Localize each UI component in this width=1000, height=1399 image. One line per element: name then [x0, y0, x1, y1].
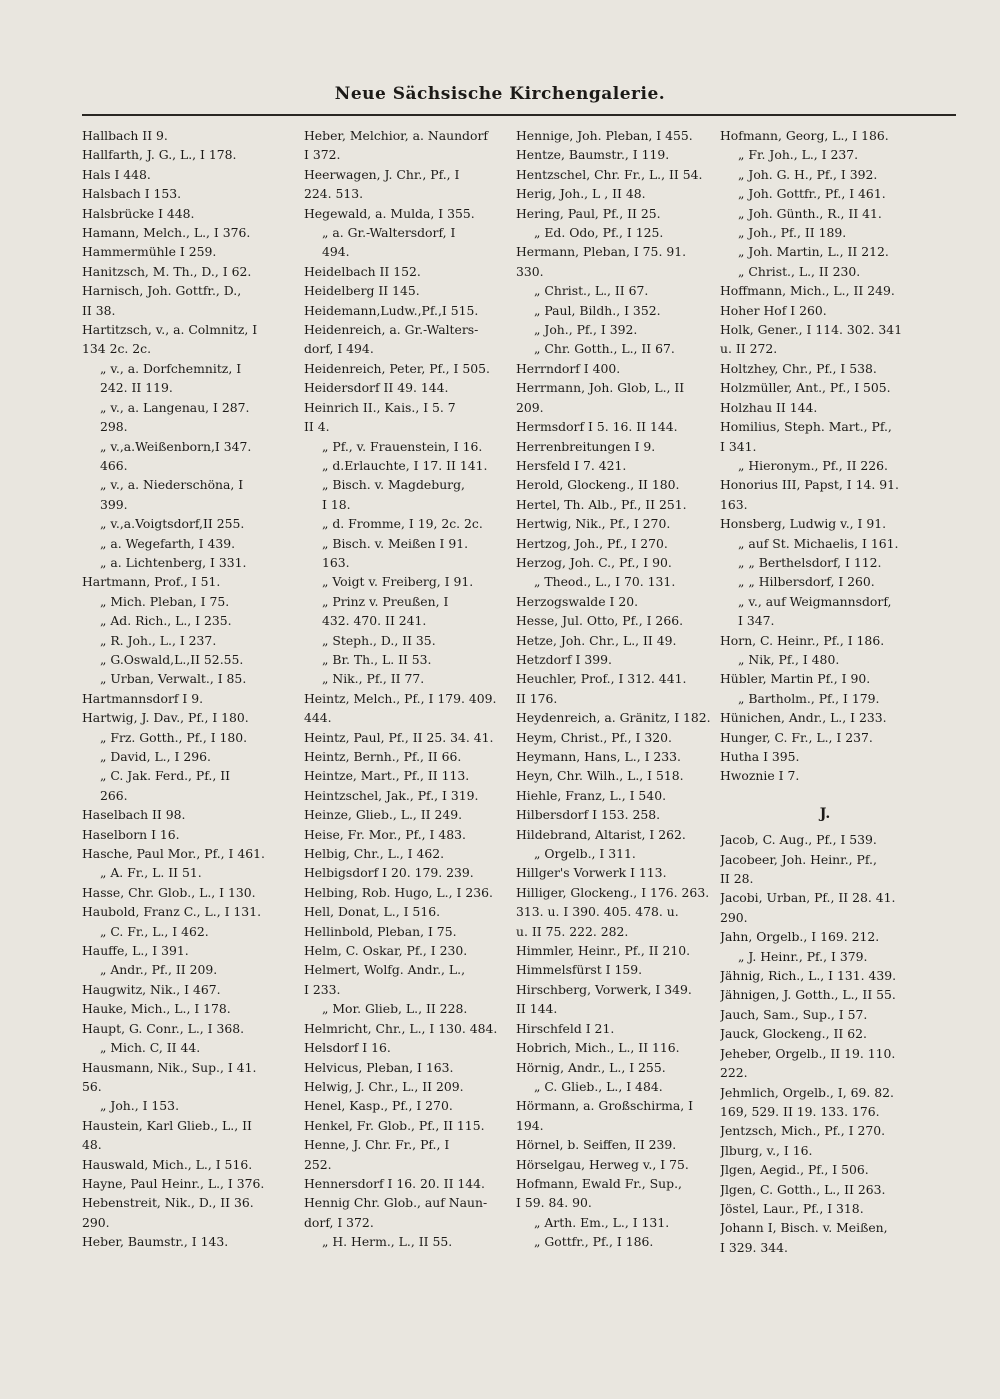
- index-entry: 399.: [100, 496, 128, 512]
- index-entry: Hirschfeld I 21.: [516, 1020, 615, 1036]
- index-entry: Hartmannsdorf I 9.: [82, 690, 204, 706]
- index-entry: Hermsdorf I 5. 16. II 144.: [516, 419, 678, 435]
- index-entry: „ C. Fr., L., I 462.: [100, 923, 209, 939]
- index-entry: 290.: [82, 1214, 110, 1230]
- index-entry: Hasse, Chr. Glob., L., I 130.: [82, 884, 256, 900]
- index-entry: Helbig, Chr., L., I 462.: [304, 846, 445, 862]
- index-entry: u. II 272.: [720, 341, 778, 357]
- index-entry: „ Nik., Pf., II 77.: [322, 671, 425, 687]
- index-entry: Hennige, Joh. Pleban, I 455.: [516, 128, 693, 143]
- index-entry: Hofmann, Ewald Fr., Sup.,: [516, 1175, 682, 1191]
- index-entry: Hausmann, Nik., Sup., I 41.: [82, 1059, 257, 1075]
- index-entry: Heidelbach II 152.: [304, 263, 421, 279]
- index-entry: Hertel, Th. Alb., Pf., II 251.: [516, 496, 687, 512]
- index-entry: Honorius III, Papst, I 14. 91.: [720, 477, 899, 493]
- index-entry: „ Fr. Joh., L., I 237.: [738, 147, 859, 163]
- index-entry: Hauswald, Mich., L., I 516.: [82, 1156, 253, 1172]
- index-entry: Helmert, Wolfg. Andr., L.,: [304, 962, 466, 978]
- index-entry: Helbing, Rob. Hugo, L., I 236.: [304, 884, 493, 900]
- index-entry: Honsberg, Ludwig v., I 91.: [720, 516, 887, 532]
- index-entry: „ v.,a.Weißenborn,I 347.: [100, 438, 252, 454]
- index-entry: Haustein, Karl Glieb., L., II: [82, 1117, 252, 1133]
- index-entry: Hoher Hof I 260.: [720, 302, 827, 318]
- index-entry: „ v.,a.Voigtsdorf,II 255.: [100, 516, 245, 532]
- index-entry: „ J. Heinr., Pf., I 379.: [738, 948, 868, 964]
- index-entry: „ d.Erlauchte, I 17. II 141.: [322, 457, 488, 473]
- index-entry: „ Pf., v. Frauenstein, I 16.: [322, 438, 483, 454]
- index-entry: Heydenreich, a. Gränitz, I 182.: [516, 710, 711, 726]
- index-entry: Hell, Donat, L., I 516.: [304, 904, 441, 920]
- index-entry: „ Mich. Pleban, I 75.: [100, 593, 230, 609]
- index-entry: I 233.: [304, 981, 341, 997]
- index-entry: Hersfeld I 7. 421.: [516, 457, 627, 473]
- index-entry: Hennersdorf I 16. 20. II 144.: [304, 1175, 485, 1191]
- index-entry: Haupt, G. Conr., L., I 368.: [82, 1020, 245, 1036]
- index-entry: „ C. Glieb., L., I 484.: [534, 1078, 663, 1094]
- index-entry: Hillger's Vorwerk I 113.: [516, 865, 667, 881]
- index-entry: „ Theod., L., I 70. 131.: [534, 574, 676, 590]
- index-entry: II 176.: [516, 690, 558, 706]
- index-entry: „ Joh., Pf., I 392.: [534, 322, 638, 338]
- index-entry: „ Br. Th., L. II 53.: [322, 651, 432, 667]
- index-entry: Jauck, Glockeng., II 62.: [720, 1026, 867, 1042]
- index-entry: 169, 529. II 19. 133. 176.: [720, 1103, 880, 1119]
- index-entry: „ Joh. G. H., Pf., I 392.: [738, 166, 878, 182]
- index-entry: 466.: [100, 457, 128, 473]
- index-entry: 494.: [322, 244, 350, 260]
- index-entry: Herzog, Joh. C., Pf., I 90.: [516, 554, 672, 570]
- index-entry: 313. u. I 390. 405. 478. u.: [516, 904, 679, 920]
- index-entry: Holzmüller, Ant., Pf., I 505.: [720, 380, 891, 396]
- index-entry: „ v., a. Niederschöna, I: [100, 477, 244, 493]
- index-entry: I 372.: [304, 147, 341, 163]
- index-entry: Hutha I 395.: [720, 749, 800, 764]
- index-entry: Heidelberg II 145.: [304, 283, 420, 299]
- index-entry: Hebenstreit, Nik., D., II 36.: [82, 1195, 254, 1211]
- index-entry: „ Bisch. v. Magdeburg,: [322, 477, 465, 493]
- index-entry: Halsbach I 153.: [82, 186, 182, 202]
- index-entry: Heintz, Bernh., Pf., II 66.: [304, 749, 462, 764]
- index-entry: „ Arth. Em., L., I 131.: [534, 1214, 670, 1230]
- index-entry: Henel, Kasp., Pf., I 270.: [304, 1098, 453, 1114]
- index-entry: Helvicus, Pleban, I 163.: [304, 1059, 454, 1075]
- index-entry: 48.: [82, 1137, 102, 1153]
- index-entry: „ Andr., Pf., II 209.: [100, 962, 218, 978]
- index-entry: „ C. Jak. Ferd., Pf., II: [100, 768, 231, 784]
- index-entry: Hobrich, Mich., L., II 116.: [516, 1040, 680, 1056]
- running-head: Neue Sächsische Kirchengalerie.: [334, 84, 666, 104]
- index-entry: Hoffmann, Mich., L., II 249.: [720, 283, 895, 299]
- index-entry: Jacobi, Urban, Pf., II 28. 41.: [720, 890, 896, 906]
- index-entry: 444.: [304, 710, 332, 726]
- index-entry: Hertwig, Nik., Pf., I 270.: [516, 516, 671, 532]
- index-entry: Hammermühle I 259.: [82, 244, 217, 260]
- index-entry: Hirschberg, Vorwerk, I 349.: [516, 981, 692, 997]
- index-entry: Johann I, Bisch. v. Meißen,: [720, 1220, 888, 1236]
- index-entry: Jacob, C. Aug., Pf., I 539.: [720, 832, 877, 848]
- index-entry: Heidenreich, Peter, Pf., I 505.: [304, 360, 490, 376]
- index-entry: „ Joh. Martin, L., II 212.: [738, 244, 889, 260]
- index-entry: Helwig, J. Chr., L., II 209.: [304, 1078, 464, 1094]
- index-entry: Hörnel, b. Seiffen, II 239.: [516, 1137, 677, 1153]
- index-entry: Haselbach II 98.: [82, 807, 186, 823]
- index-entry: Heintz, Paul, Pf., II 25. 34. 41.: [304, 729, 494, 745]
- index-entry: Hals I 448.: [82, 166, 151, 182]
- index-entry: „ a. Gr.-Waltersdorf, I: [322, 225, 456, 241]
- index-entry: „ Ed. Odo, Pf., I 125.: [534, 225, 664, 241]
- index-entry: Jacobeer, Joh. Heinr., Pf.,: [720, 851, 877, 867]
- index-entry: Jöstel, Laur., Pf., I 318.: [720, 1200, 864, 1216]
- index-entry: Holzhau II 144.: [720, 399, 818, 415]
- index-entry: „ „ Berthelsdorf, I 112.: [738, 554, 882, 570]
- index-entry: 56.: [82, 1078, 102, 1094]
- index-entry: II 28.: [720, 871, 754, 887]
- index-entry: „ Voigt v. Freiberg, I 91.: [322, 574, 474, 590]
- index-entry: II 4.: [304, 419, 330, 435]
- index-column-1: [82, 126, 292, 1252]
- index-entry: Helm, C. Oskar, Pf., I 230.: [304, 943, 468, 959]
- index-entry: Heinze, Glieb., L., II 249.: [304, 807, 463, 823]
- index-entry: Hiehle, Franz, L., I 540.: [516, 787, 667, 803]
- index-entry: „ Ad. Rich., L., I 235.: [100, 613, 232, 629]
- index-entry: Hennig Chr. Glob., auf Naun-: [304, 1195, 488, 1211]
- index-entry: Hartmann, Prof., I 51.: [82, 574, 221, 590]
- index-entry: 209.: [516, 399, 544, 415]
- index-entry: „ Paul, Bildh., I 352.: [534, 302, 661, 318]
- index-entry: Hauffe, L., I 391.: [82, 943, 189, 959]
- index-column-4: [720, 126, 930, 1257]
- index-entry: 163.: [322, 554, 350, 570]
- index-entry: Herig, Joh., L , II 48.: [516, 186, 646, 202]
- index-entry: Hegewald, a. Mulda, I 355.: [304, 205, 475, 221]
- index-entry: Haugwitz, Nik., I 467.: [82, 981, 221, 997]
- index-entry: „ Mor. Glieb, L., II 228.: [322, 1001, 468, 1017]
- index-entry: „ v., a. Langenau, I 287.: [100, 399, 250, 415]
- index-entry: Herrenbreitungen I 9.: [516, 438, 656, 454]
- index-entry: „ Hieronym., Pf., II 226.: [738, 457, 889, 473]
- index-entry: „ Joh., I 153.: [100, 1098, 180, 1114]
- index-entry: Hilbersdorf I 153. 258.: [516, 807, 661, 823]
- index-entry: Jähnig, Rich., L., I 131. 439.: [720, 968, 897, 984]
- index-entry: 252.: [304, 1156, 332, 1172]
- index-entry: Herrmann, Joh. Glob, L., II: [516, 380, 685, 396]
- index-entry: Hübler, Martin Pf., I 90.: [720, 671, 871, 687]
- index-entry: 330.: [516, 263, 544, 279]
- index-entry: 224. 513.: [304, 186, 364, 202]
- index-entry: Hofmann, Georg, L., I 186.: [720, 128, 889, 143]
- index-entry: Hunger, C. Fr., L., I 237.: [720, 729, 873, 745]
- index-entry: „ Prinz v. Preußen, I: [322, 593, 449, 609]
- index-entry: u. II 75. 222. 282.: [516, 923, 629, 939]
- index-entry: Heber, Melchior, a. Naundorf: [304, 128, 488, 143]
- index-entry: Heintzschel, Jak., Pf., I 319.: [304, 787, 479, 803]
- index-entry: Heise, Fr. Mor., Pf., I 483.: [304, 826, 466, 842]
- index-entry: Hwoznie I 7.: [720, 768, 800, 784]
- index-entry: Jeheber, Orgelb., II 19. 110.: [720, 1045, 896, 1061]
- index-entry: „ Bartholm., Pf., I 179.: [738, 690, 880, 706]
- index-entry: „ Gottfr., Pf., I 186.: [534, 1234, 654, 1250]
- index-entry: Hayne, Paul Heinr., L., I 376.: [82, 1175, 265, 1191]
- index-entry: „ Joh., Pf., II 189.: [738, 225, 847, 241]
- index-entry: Helbigsdorf I 20. 179. 239.: [304, 865, 474, 881]
- index-entry: „ Christ., L., II 67.: [534, 283, 649, 299]
- index-entry: 266.: [100, 787, 128, 803]
- index-entry: „ David, L., I 296.: [100, 749, 211, 764]
- index-entry: Hertzog, Joh., Pf., I 270.: [516, 535, 668, 551]
- index-entry: 222.: [720, 1065, 748, 1081]
- index-entry: Hasche, Paul Mor., Pf., I 461.: [82, 846, 265, 862]
- index-entry: 298.: [100, 419, 128, 435]
- index-entry: Jentzsch, Mich., Pf., I 270.: [720, 1123, 886, 1139]
- index-entry: Heintz, Melch., Pf., I 179. 409.: [304, 690, 497, 706]
- index-entry: Hesse, Jul. Otto, Pf., I 266.: [516, 613, 684, 629]
- index-entry: Haubold, Franz C., L., I 131.: [82, 904, 262, 920]
- index-entry: 134 2c. 2c.: [82, 341, 152, 357]
- index-entry: I 18.: [322, 496, 351, 512]
- index-entry: Hering, Paul, Pf., II 25.: [516, 205, 661, 221]
- index-entry: Herrndorf I 400.: [516, 360, 621, 376]
- index-entry: „ Orgelb., I 311.: [534, 846, 636, 862]
- index-entry: Holtzhey, Chr., Pf., I 538.: [720, 360, 877, 376]
- index-entry: 194.: [516, 1117, 544, 1133]
- index-entry: Hartitzsch, v., a. Colmnitz, I: [82, 322, 258, 338]
- index-entry: Hanitzsch, M. Th., D., I 62.: [82, 263, 252, 279]
- index-entry: „ Mich. C, II 44.: [100, 1040, 201, 1056]
- index-entry: Henne, J. Chr. Fr., Pf., I: [304, 1137, 450, 1153]
- index-entry: Jlburg, v., I 16.: [720, 1142, 813, 1158]
- index-entry: II 38.: [82, 302, 116, 318]
- index-entry: Hörnig, Andr., L., I 255.: [516, 1059, 666, 1075]
- index-entry: Haselborn I 16.: [82, 826, 180, 842]
- index-entry: „ v., a. Dorfchemnitz, I: [100, 360, 242, 376]
- index-entry: „ R. Joh., L., I 237.: [100, 632, 217, 648]
- index-entry: Heidenreich, a. Gr.-Walters-: [304, 322, 479, 338]
- index-entry: Heidersdorf II 49. 144.: [304, 380, 449, 396]
- index-entry: Hilliger, Glockeng., I 176. 263.: [516, 884, 710, 900]
- index-entry: Hentzschel, Chr. Fr., L., II 54.: [516, 166, 703, 182]
- index-entry: 242. II 119.: [100, 380, 173, 396]
- index-entry: Heuchler, Prof., I 312. 441.: [516, 671, 687, 687]
- index-entry: Hildebrand, Altarist, I 262.: [516, 826, 686, 842]
- index-entry: Herzogswalde I 20.: [516, 593, 639, 609]
- index-entry: Hetzdorf I 399.: [516, 651, 612, 667]
- section-letter: J.: [819, 805, 831, 822]
- index-entry: „ d. Fromme, I 19, 2c. 2c.: [322, 516, 483, 532]
- index-entry: „ Christ., L., II 230.: [738, 263, 861, 279]
- index-entry: Heidemann,Ludw.,Pf.,I 515.: [304, 302, 479, 318]
- index-entry: Henkel, Fr. Glob., Pf., II 115.: [304, 1117, 485, 1133]
- index-entry: I 347.: [738, 613, 775, 629]
- index-column-2: [304, 126, 514, 1252]
- index-entry: Heym, Christ., Pf., I 320.: [516, 729, 672, 745]
- index-entry: Hamann, Melch., L., I 376.: [82, 225, 251, 241]
- index-entry: I 341.: [720, 438, 757, 454]
- index-entry: I 59. 84. 90.: [516, 1195, 592, 1211]
- index-entry: II 144.: [516, 1001, 558, 1017]
- index-entry: Heber, Baumstr., I 143.: [82, 1234, 229, 1250]
- index-entry: Hallbach II 9.: [82, 128, 168, 143]
- index-entry: dorf, I 494.: [304, 341, 374, 357]
- index-entry: Hermann, Pleban, I 75. 91.: [516, 244, 687, 260]
- index-entry: Jähnigen, J. Gotth., L., II 55.: [720, 987, 896, 1003]
- index-entry: „ Nik, Pf., I 480.: [738, 651, 840, 667]
- index-entry: „ Bisch. v. Meißen I 91.: [322, 535, 469, 551]
- index-entry: Jauch, Sam., Sup., I 57.: [720, 1006, 868, 1022]
- index-entry: Hallfarth, J. G., L., I 178.: [82, 147, 237, 163]
- index-entry: Halsbrücke I 448.: [82, 205, 195, 221]
- index-entry: „ Urban, Verwalt., I 85.: [100, 671, 247, 687]
- index-entry: „ Joh. Gottfr., Pf., I 461.: [738, 186, 886, 202]
- index-entry: Heyn, Chr. Wilh., L., I 518.: [516, 768, 684, 784]
- index-column-3: [516, 126, 726, 1252]
- index-entry: Heinrich II., Kais., I 5. 7: [304, 399, 456, 415]
- index-entry: 432. 470. II 241.: [322, 613, 427, 629]
- index-entry: „ auf St. Michaelis, I 161.: [738, 535, 899, 551]
- index-entry: Jlgen, Aegid., Pf., I 506.: [720, 1162, 869, 1178]
- index-entry: Jlgen, C. Gotth., L., II 263.: [720, 1181, 886, 1197]
- index-entry: „ Steph., D., II 35.: [322, 632, 436, 648]
- index-entry: Heymann, Hans, L., I 233.: [516, 749, 681, 764]
- index-entry: Jehmlich, Orgelb., I, 69. 82.: [720, 1084, 894, 1100]
- index-entry: „ v., auf Weigmannsdorf,: [738, 593, 892, 609]
- index-entry: Heintze, Mart., Pf., II 113.: [304, 768, 470, 784]
- index-entry: Homilius, Steph. Mart., Pf.,: [720, 419, 892, 435]
- index-entry: Himmelsfürst I 159.: [516, 962, 643, 978]
- index-entry: Horn, C. Heinr., Pf., I 186.: [720, 632, 885, 648]
- index-entry: Hauke, Mich., L., I 178.: [82, 1001, 231, 1017]
- index-entry: Harnisch, Joh. Gottfr., D.,: [82, 283, 242, 299]
- index-entry: Hünichen, Andr., L., I 233.: [720, 710, 887, 726]
- index-entry: Herold, Glockeng., II 180.: [516, 477, 680, 493]
- index-entry: Hartwig, J. Dav., Pf., I 180.: [82, 710, 249, 726]
- index-entry: „ a. Lichtenberg, I 331.: [100, 554, 247, 570]
- index-entry: Hörmann, a. Großschirma, I: [516, 1098, 694, 1114]
- index-entry: „ H. Herm., L., II 55.: [322, 1234, 453, 1250]
- index-entry: 290.: [720, 909, 748, 925]
- header-rule: [82, 114, 956, 116]
- index-entry: Heerwagen, J. Chr., Pf., I: [304, 166, 460, 182]
- index-entry: „ „ Hilbersdorf, I 260.: [738, 574, 875, 590]
- index-entry: „ a. Wegefarth, I 439.: [100, 535, 236, 551]
- index-entry: Holk, Gener., I 114. 302. 341: [720, 322, 903, 338]
- index-entry: Helmricht, Chr., L., I 130. 484.: [304, 1020, 498, 1036]
- index-entry: „ Chr. Gotth., L., II 67.: [534, 341, 675, 357]
- index-entry: „ A. Fr., L. II 51.: [100, 865, 202, 881]
- index-entry: Jahn, Orgelb., I 169. 212.: [720, 929, 880, 945]
- index-entry: 163.: [720, 496, 748, 512]
- index-entry: Hentze, Baumstr., I 119.: [516, 147, 670, 163]
- index-entry: Hörselgau, Herweg v., I 75.: [516, 1156, 689, 1172]
- index-entry: Helsdorf I 16.: [304, 1040, 391, 1056]
- index-entry: Himmler, Heinr., Pf., II 210.: [516, 943, 691, 959]
- index-entry: „ G.Oswald,L.,II 52.55.: [100, 651, 244, 667]
- index-entry: dorf, I 372.: [304, 1214, 374, 1230]
- index-entry: Hetze, Joh. Chr., L., II 49.: [516, 632, 677, 648]
- index-entry: „ Joh. Günth., R., II 41.: [738, 205, 882, 221]
- index-entry: I 329. 344.: [720, 1239, 788, 1255]
- index-entry: „ Frz. Gotth., Pf., I 180.: [100, 729, 248, 745]
- index-entry: Hellinbold, Pleban, I 75.: [304, 923, 457, 939]
